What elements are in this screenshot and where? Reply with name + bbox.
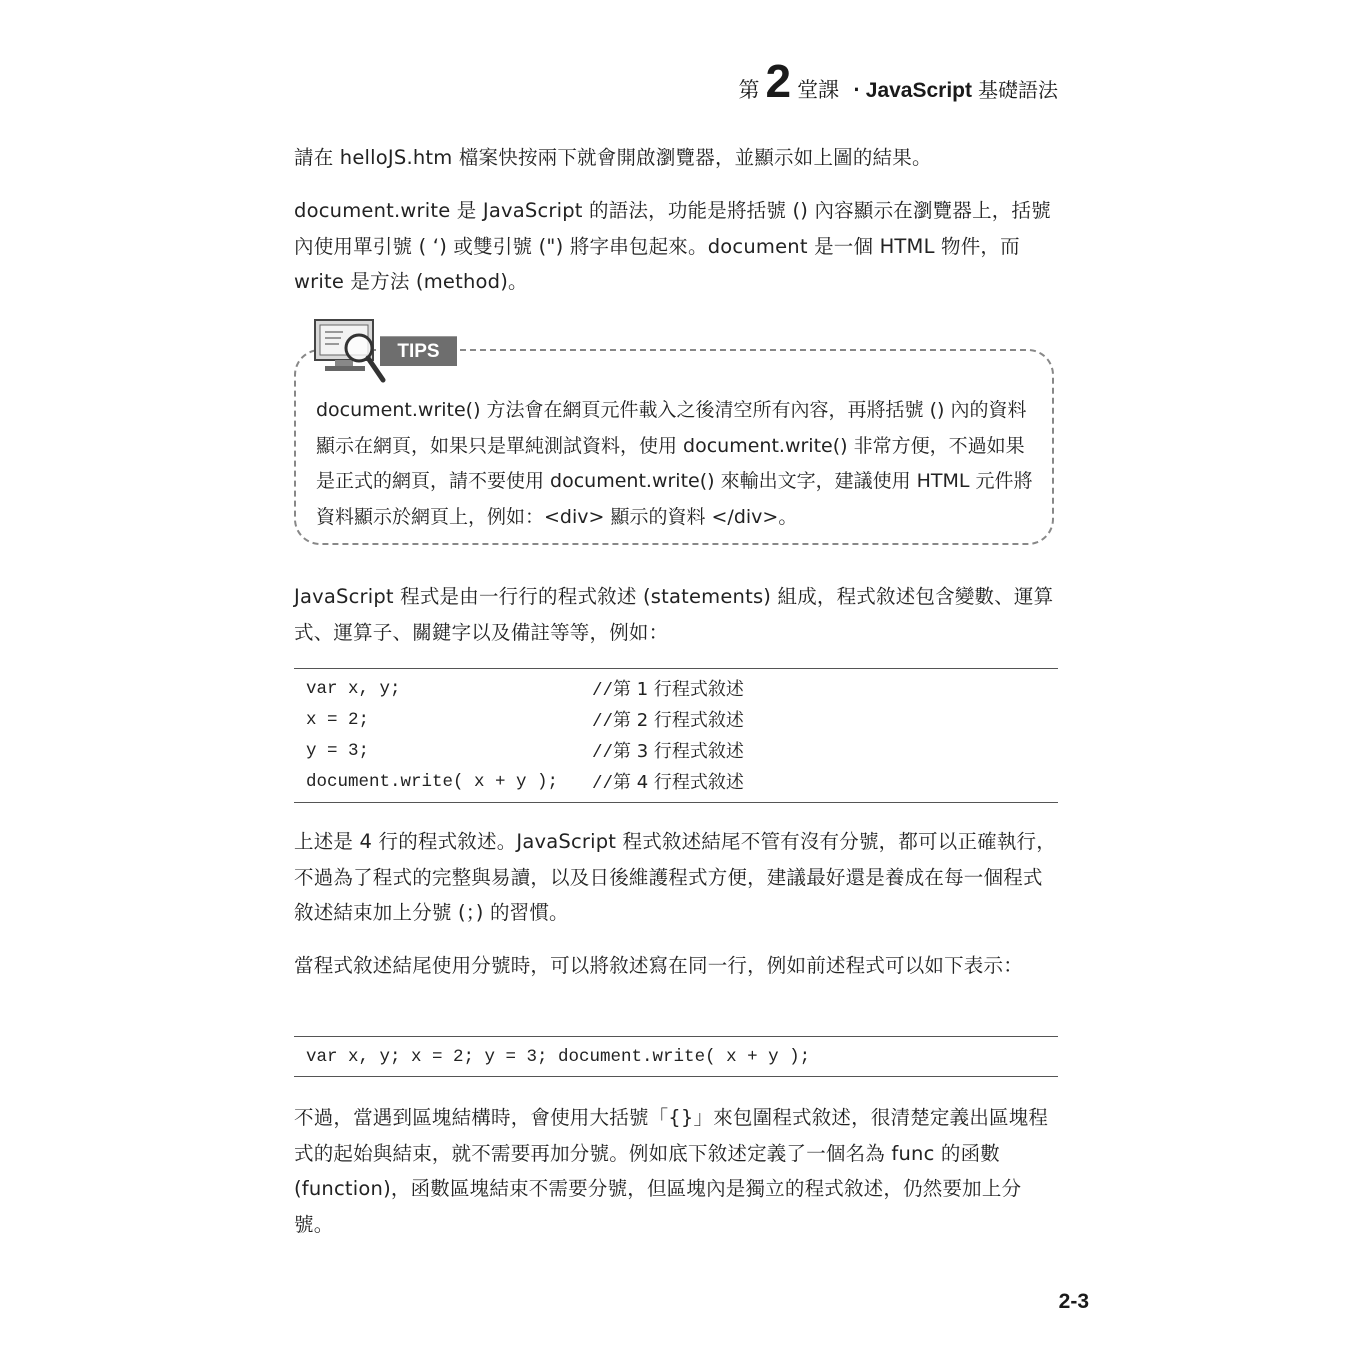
- code-line: var x, y; x = 2; y = 3; document.write( x + y );: [306, 1047, 811, 1067]
- header-suffix: 堂課: [797, 78, 840, 102]
- code-statement: x = 2;: [306, 710, 370, 730]
- header-separator: ‧: [853, 79, 860, 102]
- lesson-number: 2: [765, 55, 792, 107]
- page-number: 2-3: [1058, 1290, 1089, 1313]
- code-statement: document.write( x + y );: [306, 772, 559, 792]
- code-statement: var x, y;: [306, 679, 401, 699]
- code-line: [294, 736, 1058, 767]
- code-block-multiline: [294, 668, 1058, 803]
- code-comment: //第 3 行程式敘述: [592, 741, 744, 763]
- header-title-cjk: 基礎語法: [978, 78, 1058, 102]
- paragraph-block-structure: 不過，當遇到區塊結構時，會使用大括號「{}」來包圍程式敘述，很清楚定義出區塊程式的起始與結束，就不需要再加分號。例如底下敘述定義了一個名為 func 的函數 (function)，函數區塊結束不需要分號，但區塊內是獨立的程式敘述，仍然要加上分號。: [294, 1106, 1049, 1236]
- code-line: [294, 674, 1058, 705]
- running-header: [738, 55, 1058, 107]
- header-prefix: 第: [738, 78, 760, 102]
- paragraph-semicolon: 上述是 4 行的程式敘述。JavaScript 程式敘述結尾不管有沒有分號，都可以正確執行，不過為了程式的完整與易讀，以及日後維護程式方便，建議最好還是養成在每一個程式敘述結束加上分號 (；) 的習慣。: [294, 830, 1056, 924]
- paragraph-open-browser: 請在 helloJS.htm 檔案快按兩下就會開啟瀏覽器，並顯示如上圖的結果。: [294, 146, 932, 169]
- tips-label: TIPS: [380, 336, 457, 366]
- code-comment: //第 2 行程式敘述: [592, 710, 744, 732]
- header-title-latin: JavaScript: [865, 79, 972, 102]
- code-line: [294, 767, 1058, 798]
- magnifier-monitor-icon: [313, 318, 387, 384]
- tips-text: document.write() 方法會在網頁元件載入之後清空所有內容，再將括號 () 內的資料顯示在網頁，如果只是單純測試資料，使用 document.write() 非常方便，不過如果是正式的網頁，請不要使用 document.write() 來輸出文字，建議使用 HTML 元件將資料顯示於網頁上，例如：<div> 顯示的資料 </div>。: [316, 399, 1033, 528]
- code-block-single-line: [294, 1036, 1058, 1077]
- code-line: [294, 705, 1058, 736]
- code-comment: //第 4 行程式敘述: [592, 772, 744, 794]
- paragraph-statements: JavaScript 程式是由一行行的程式敘述 (statements) 組成，程式敘述包含變數、運算式、運算子、關鍵字以及備註等等，例如：: [294, 585, 1054, 644]
- paragraph-document-write: document.write 是 JavaScript 的語法，功能是將括號 () 內容顯示在瀏覽器上，括號內使用單引號 ( ‘) 或雙引號 (") 將字串包起來。document 是一個 HTML 物件，而 write 是方法 (method)。: [294, 199, 1051, 293]
- code-comment: //第 1 行程式敘述: [592, 679, 744, 701]
- paragraph-same-line: 當程式敘述結尾使用分號時，可以將敘述寫在同一行，例如前述程式可以如下表示：: [294, 954, 1023, 977]
- code-statement: y = 3;: [306, 741, 370, 761]
